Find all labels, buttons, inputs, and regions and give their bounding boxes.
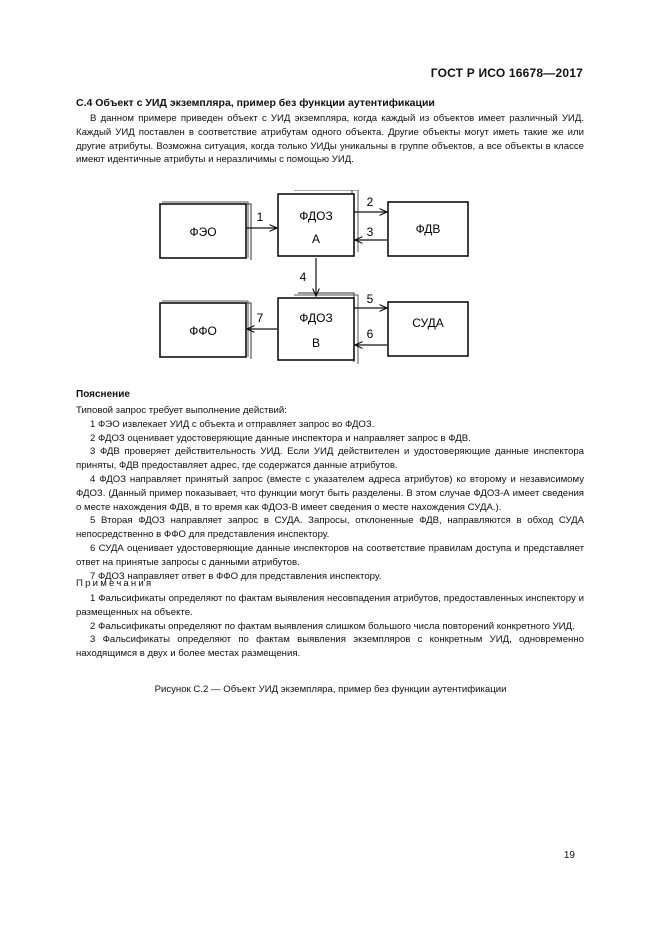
legend-item: 7 ФДОЗ направляет ответ в ФФО для представления инспектору. (90, 570, 382, 582)
note-item: 3 Фальсификаты определяют по фактам выявления экземпляров с конкретным УИД, одновременно находящимся в двух и более местах размещения. (76, 634, 584, 660)
suda-label: СУДА (412, 316, 444, 330)
arrow-label-4: 4 (299, 270, 307, 284)
fdoz-b-label-line2: В (311, 336, 321, 350)
figure-caption: Рисунок С.2 — Объект УИД экземпляра, пример без функции аутентификации (154, 684, 507, 695)
fdoz-b-label-line1: ФДОЗ (299, 311, 333, 325)
fdoz-a-label-line1: ФДОЗ (299, 209, 333, 223)
legend-list (76, 404, 584, 583)
arrow-label-6: 6 (366, 327, 374, 341)
fdv-label: ФДВ (415, 222, 441, 236)
document-id-header: ГОСТ Р ИСО 16678—2017 (430, 66, 583, 80)
legend-item: Типовой запрос требует выполнение действий: (76, 405, 287, 416)
legend-item: 6 СУДА оценивает удостоверяющие данные инспекторов на соответствие правилам доступа и представляет ответ на принятые запросы с данными атрибутов. (76, 542, 584, 568)
flow-diagram (140, 190, 480, 380)
fdoz-a-label-line2: А (311, 232, 321, 246)
ffo-label: ФФО (189, 324, 217, 338)
legend-title: Пояснение (76, 389, 130, 400)
diagram-svg (140, 190, 480, 375)
legend-item: 4 ФДОЗ направляет принятый запрос (вместе с указателем адреса атрибутов) ко второму и независимому ФДОЗ. (Данный пример показывает, что функции могут быть разделены. В этом случае ФДОЗ-А имеет сведения о месте нахождения ФДВ, в то время как ФДОЗ-В имеет сведения о месте нахождения СУДА.). (76, 473, 584, 513)
box-ffo (160, 301, 251, 359)
arrow-label-1: 1 (256, 210, 264, 224)
box-fdv (388, 202, 468, 256)
legend-item: 2 ФДОЗ оценивает удостоверяющие данные инспектора и направляет запрос в ФДВ. (90, 432, 471, 444)
arrow-label-3: 3 (366, 225, 374, 239)
note-item: 1 Фальсификаты определяют по фактам выявления несовпадения атрибутов, предоставленных инспектору и размещенных на объекте. (76, 593, 584, 618)
legend-item: 5 Вторая ФДОЗ направляет запрос в СУДА. Запросы, отклоненные ФДВ, направляются в обход СУДА непосредственно в ФФО для представления инспектору. (76, 515, 584, 541)
notes-list (76, 592, 584, 661)
box-suda (388, 302, 468, 356)
legend-item: 1 ФЭО извлекает УИД с объекта и отправляет запрос во ФДОЗ. (90, 418, 375, 430)
arrow-label-7: 7 (256, 311, 264, 325)
arrow-label-2: 2 (366, 195, 374, 209)
legend-item: 3 ФДВ проверяет действительность УИД. Если УИД действителен и удостоверяющие данные инспектора приняты, ФДВ предоставляет адрес, где содержатся данные атрибутов. (76, 446, 584, 472)
box-feo (160, 202, 251, 260)
notes-title: Примечания (76, 578, 154, 589)
note-item: 2 Фальсификаты определяют по фактам выявления слишком большого числа повторений конкретного УИД. (90, 620, 575, 632)
feo-label: ФЭО (189, 225, 217, 239)
intro-text: В данном примере приведен объект с УИД экземпляра, когда каждый из объектов имеет различный УИД. Каждый УИД поставлен в соответствие атрибутам одного объекта. Другие объекты могут иметь такие же или другие атрибуты. Возможна ситуация, когда только УИДы уникальны в группе объектов, а все объекты в классе имеют идентичные атрибуты и неразличимы с помощью УИД. (76, 113, 584, 166)
box-fdoz-b (278, 293, 358, 364)
arrow-label-5: 5 (366, 292, 374, 306)
intro-paragraph (76, 112, 584, 167)
box-fdoz-a (278, 190, 358, 256)
page-number: 19 (563, 850, 575, 861)
section-title: С.4 Объект с УИД экземпляра, пример без функции аутентификации (76, 97, 435, 109)
